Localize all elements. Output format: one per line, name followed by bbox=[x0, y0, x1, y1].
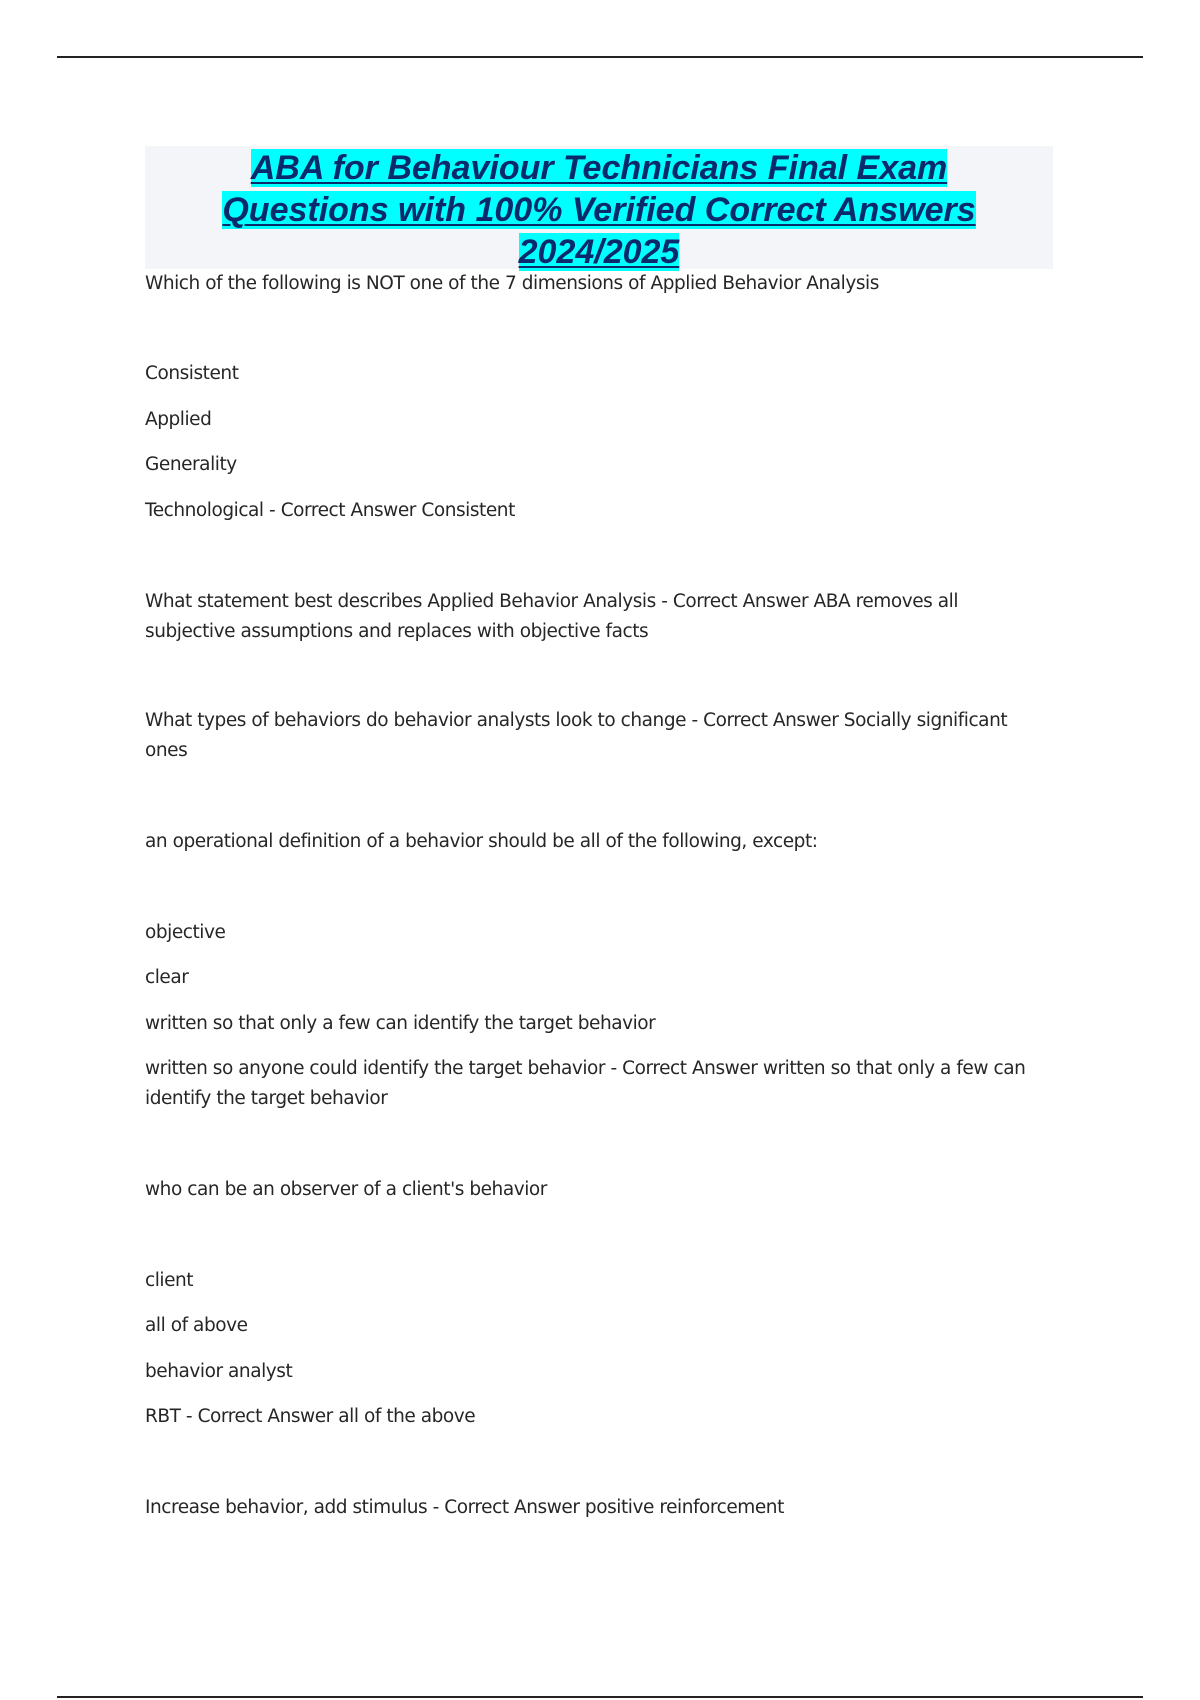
question-text: an operational definition of a behavior should be all of the following, except: bbox=[145, 831, 818, 852]
footer-rule bbox=[57, 1696, 1143, 1698]
title-line: ABA for Behaviour Technicians Final Exam bbox=[250, 149, 948, 187]
answer-option: Applied bbox=[145, 409, 212, 430]
question-with-answer: What types of behaviors do behavior analysts look to change - Correct Answer Socially significant ones bbox=[145, 710, 1008, 761]
document-title bbox=[145, 146, 1053, 273]
answer-option: behavior analyst bbox=[145, 1361, 293, 1382]
question-with-answer: What statement best describes Applied Behavior Analysis - Correct Answer ABA removes all subjective assumptions and replaces with objective facts bbox=[145, 591, 959, 642]
title-line: 2024/2025 bbox=[518, 233, 680, 271]
question-text: who can be an observer of a client's behavior bbox=[145, 1179, 547, 1200]
header-rule bbox=[57, 56, 1143, 58]
answer-option: Consistent bbox=[145, 363, 239, 384]
question-with-answer: Increase behavior, add stimulus - Correct Answer positive reinforcement bbox=[145, 1497, 784, 1518]
answer-option: client bbox=[145, 1270, 194, 1291]
answer-option: objective bbox=[145, 922, 226, 943]
question-text: Which of the following is NOT one of the 7 dimensions of Applied Behavior Analysis bbox=[145, 273, 879, 294]
answer-option-with-answer: written so anyone could identify the target behavior - Correct Answer written so that only a few can identify the target behavior bbox=[145, 1058, 1026, 1109]
answer-option: Generality bbox=[145, 454, 237, 475]
answer-option: clear bbox=[145, 967, 189, 988]
answer-option-with-answer: Technological - Correct Answer Consistent bbox=[145, 500, 515, 521]
answer-option: all of above bbox=[145, 1315, 248, 1336]
title-line: Questions with 100% Verified Correct Answers bbox=[222, 191, 976, 229]
answer-option-with-answer: RBT - Correct Answer all of the above bbox=[145, 1406, 476, 1427]
answer-option: written so that only a few can identify the target behavior bbox=[145, 1013, 656, 1034]
document-title-block bbox=[145, 146, 1053, 269]
